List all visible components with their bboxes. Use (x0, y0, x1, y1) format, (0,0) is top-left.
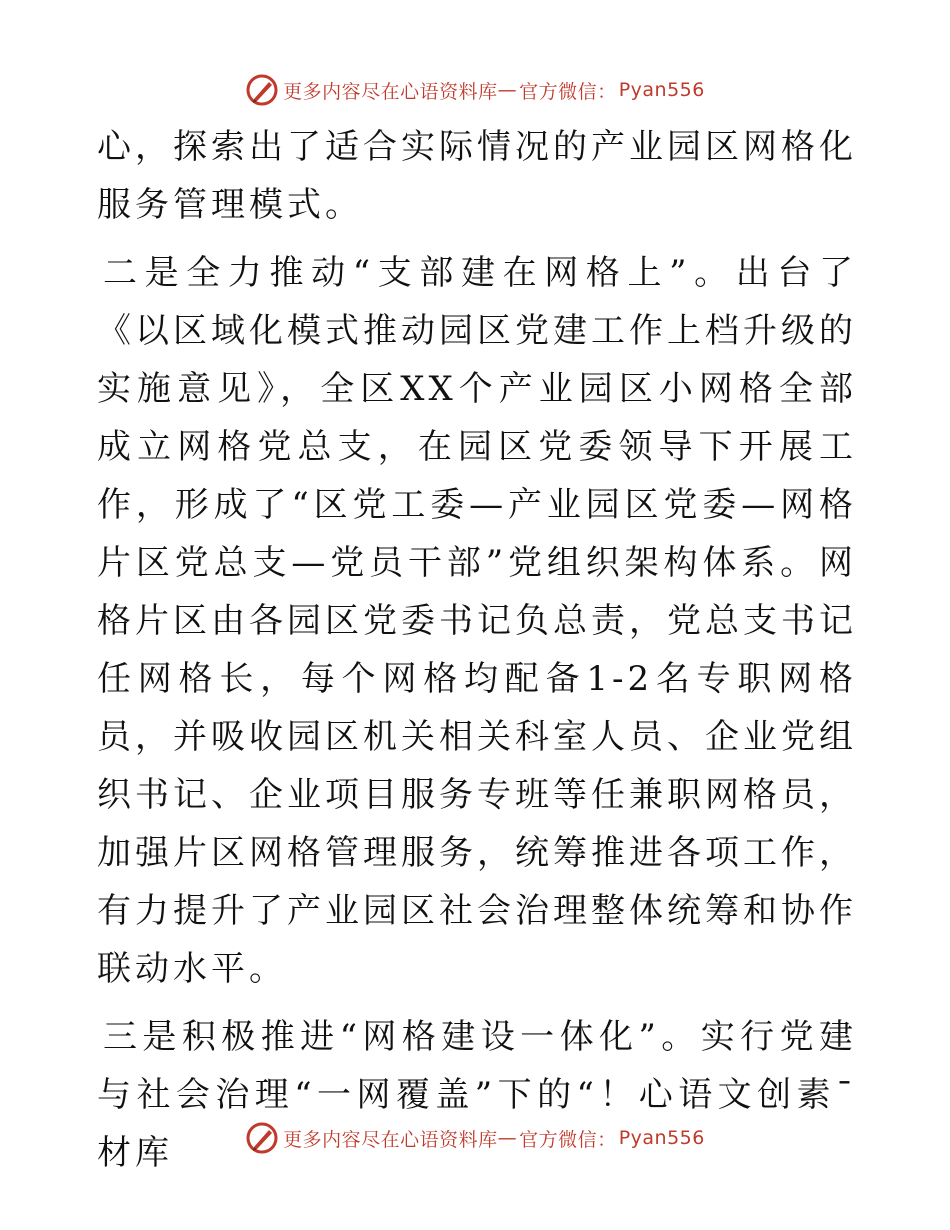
header-watermark (0, 70, 950, 110)
watermark-wechat-label: 官方微信： (519, 1128, 617, 1151)
watermark-site-text: 更多内容尽在心语资料库 (283, 80, 498, 103)
pen-circle-icon (245, 1121, 279, 1155)
document-body (97, 118, 857, 1182)
pen-circle-icon (245, 73, 279, 107)
watermark-wechat-id: Pyan556 (618, 1127, 705, 1149)
watermark-wechat-id: Pyan556 (618, 79, 705, 101)
watermark-wechat-label: 官方微信： (519, 80, 617, 103)
paragraph-2: 二是全力推动“支部建在网格上”。出台了《以区域化模式推动园区党建工作上档升级的实施意见》，全区XX个产业园区小网格全部成立网格党总支，在园区党委领导下开展工作，形成了“区党工委—产业园区党委—网格片区党总支—党员干部”党组织架构体系。网格片区由各园区党委书记负总责，党总支书记任网格长，每个网格均配备1-2名专职网格员，并吸收园区机关相关科室人员、企业党组织书记、企业项目服务专班等任兼职网格员，加强片区网格管理服务，统筹推进各项工作，有力提升了产业园区社会治理整体统筹和协作联动水平。 (97, 253, 857, 989)
watermark-dash: — (497, 1127, 518, 1149)
watermark-site-text: 更多内容尽在心语资料库 (283, 1128, 498, 1151)
paragraph-3: 三是积极推进“网格建设一体化”。实行党建与社会治理“一网覆盖”下的“！心语文创素¯材库 (97, 1017, 857, 1173)
paragraph-1: 心，探索出了适合实际情况的产业园区网格化服务管理模式。 (97, 127, 857, 225)
watermark-dash: — (497, 79, 518, 101)
footer-watermark (0, 1118, 950, 1158)
